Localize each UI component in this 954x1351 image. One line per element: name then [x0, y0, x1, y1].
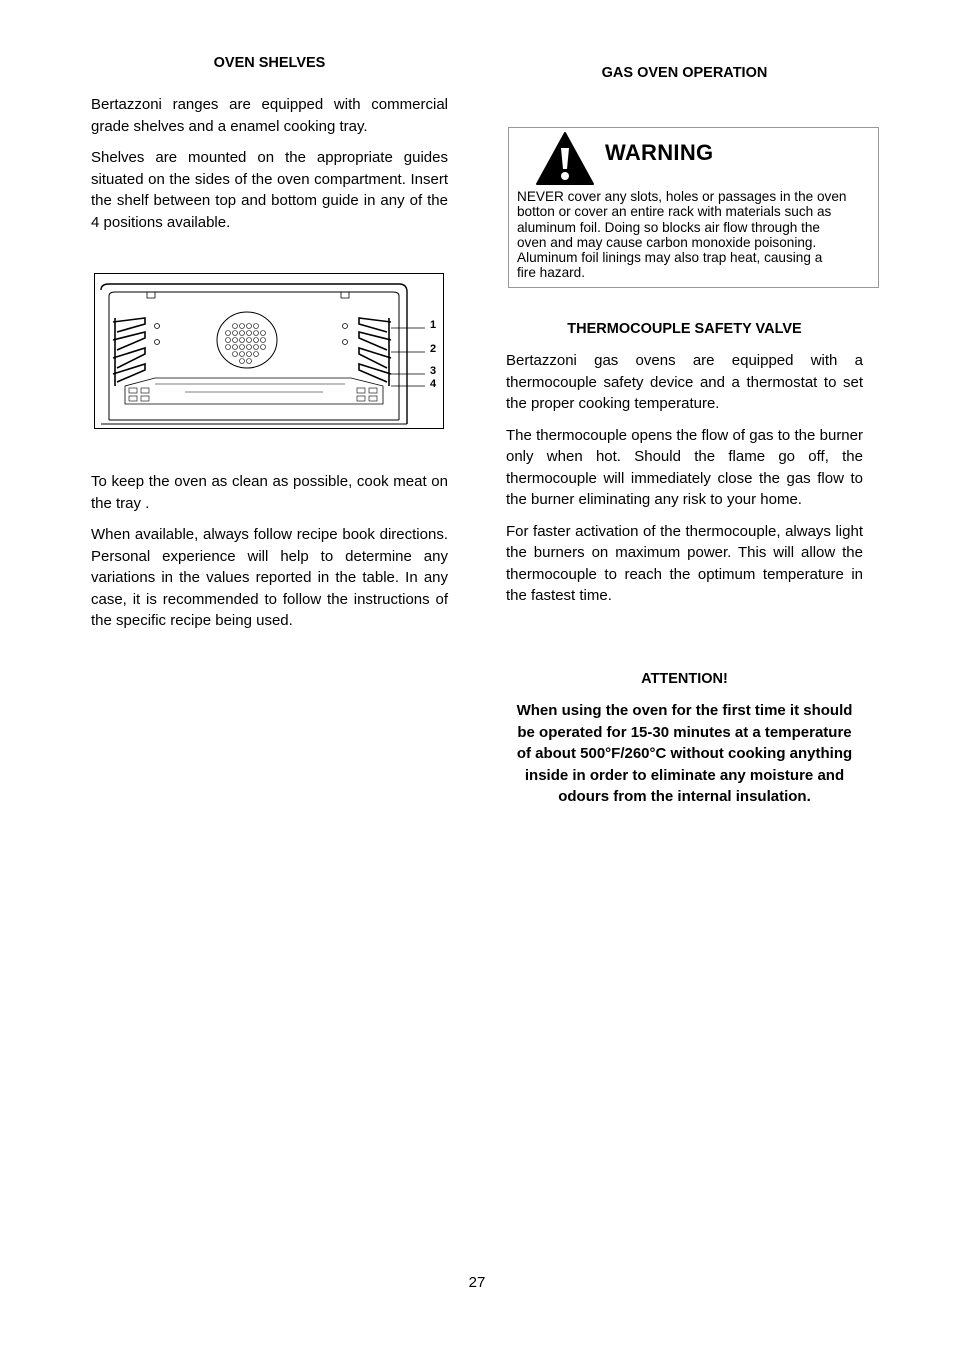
- warning-line: Aluminum foil linings may also trap heat, causing a: [517, 250, 823, 266]
- shelf-position-label: 4: [430, 378, 437, 390]
- thermocouple-intro-paragraph: Bertazzoni gas ovens are equipped with a thermocouple safety device and a thermostat to set the proper cooking temperature.: [506, 352, 863, 412]
- oven-shelf-diagram: [94, 273, 444, 429]
- oven-interior-illustration: [95, 274, 443, 428]
- thermocouple-activation-paragraph: For faster activation of the thermocouple, always light the burners on maximum power. This will allow the thermocouple to reach the optimum temperature in the fastest time.: [506, 522, 863, 604]
- attention-line: inside in order to eliminate any moisture and: [524, 766, 845, 784]
- attention-line: odours from the internal insulation.: [558, 788, 811, 805]
- warning-line: botton or cover an entire rack with materials such as: [517, 204, 832, 220]
- left-text-block-2: [91, 471, 448, 632]
- thermocouple-heading: THERMOCOUPLE SAFETY VALVE: [567, 321, 802, 337]
- left-text-block-1: [91, 94, 448, 233]
- attention-heading: ATTENTION!: [641, 671, 728, 687]
- shelf-position-label: 3: [430, 365, 437, 377]
- shelves-mounting-paragraph: Shelves are mounted on the appropriate guides situated on the sides of the oven compartment. Insert the shelf between top and bottom guide in any of the 4 positions available.: [91, 149, 448, 231]
- right-text-block: [506, 350, 863, 607]
- attention-line: of about 500°F/260°C without cooking anything: [516, 745, 853, 762]
- warning-line: oven and may cause carbon monoxide poisoning.: [517, 234, 817, 250]
- warning-text: [517, 189, 879, 281]
- clean-oven-paragraph: To keep the oven as clean as possible, cook meat on the tray .: [91, 473, 448, 512]
- warning-line: fire hazard.: [517, 265, 586, 281]
- attention-text: [506, 700, 863, 808]
- page-number: 27: [468, 1274, 486, 1291]
- warning-box: [508, 127, 879, 288]
- gas-oven-operation-heading: GAS OVEN OPERATION: [601, 65, 768, 81]
- attention-line: be operated for 15-30 minutes at a temperature: [517, 723, 852, 741]
- attention-line: When using the oven for the first time it should: [516, 702, 853, 719]
- warning-triangle-icon: [535, 131, 595, 187]
- warning-title: WARNING: [605, 140, 714, 165]
- warning-line: NEVER cover any slots, holes or passages in the oven: [517, 189, 847, 204]
- recipe-directions-paragraph: When available, always follow recipe book directions. Personal experience will help to determine any variations in the values reported in the table. In any case, it is recommended to follow the instructions of the specific recipe being used.: [91, 526, 448, 629]
- shelf-position-label: 1: [430, 319, 437, 331]
- thermocouple-flow-paragraph: The thermocouple opens the flow of gas to the burner only when hot. Should the flame go off, the thermocouple will immediately close the gas flow to the burner eliminating any risk to your home.: [506, 426, 863, 508]
- shelves-intro-paragraph: Bertazzoni ranges are equipped with commercial grade shelves and a enamel cooking tray.: [91, 96, 448, 135]
- oven-shelves-heading: OVEN SHELVES: [213, 55, 326, 71]
- shelf-position-label: 2: [430, 343, 437, 355]
- warning-line: aluminum foil. Doing so blocks air flow through the: [517, 219, 820, 235]
